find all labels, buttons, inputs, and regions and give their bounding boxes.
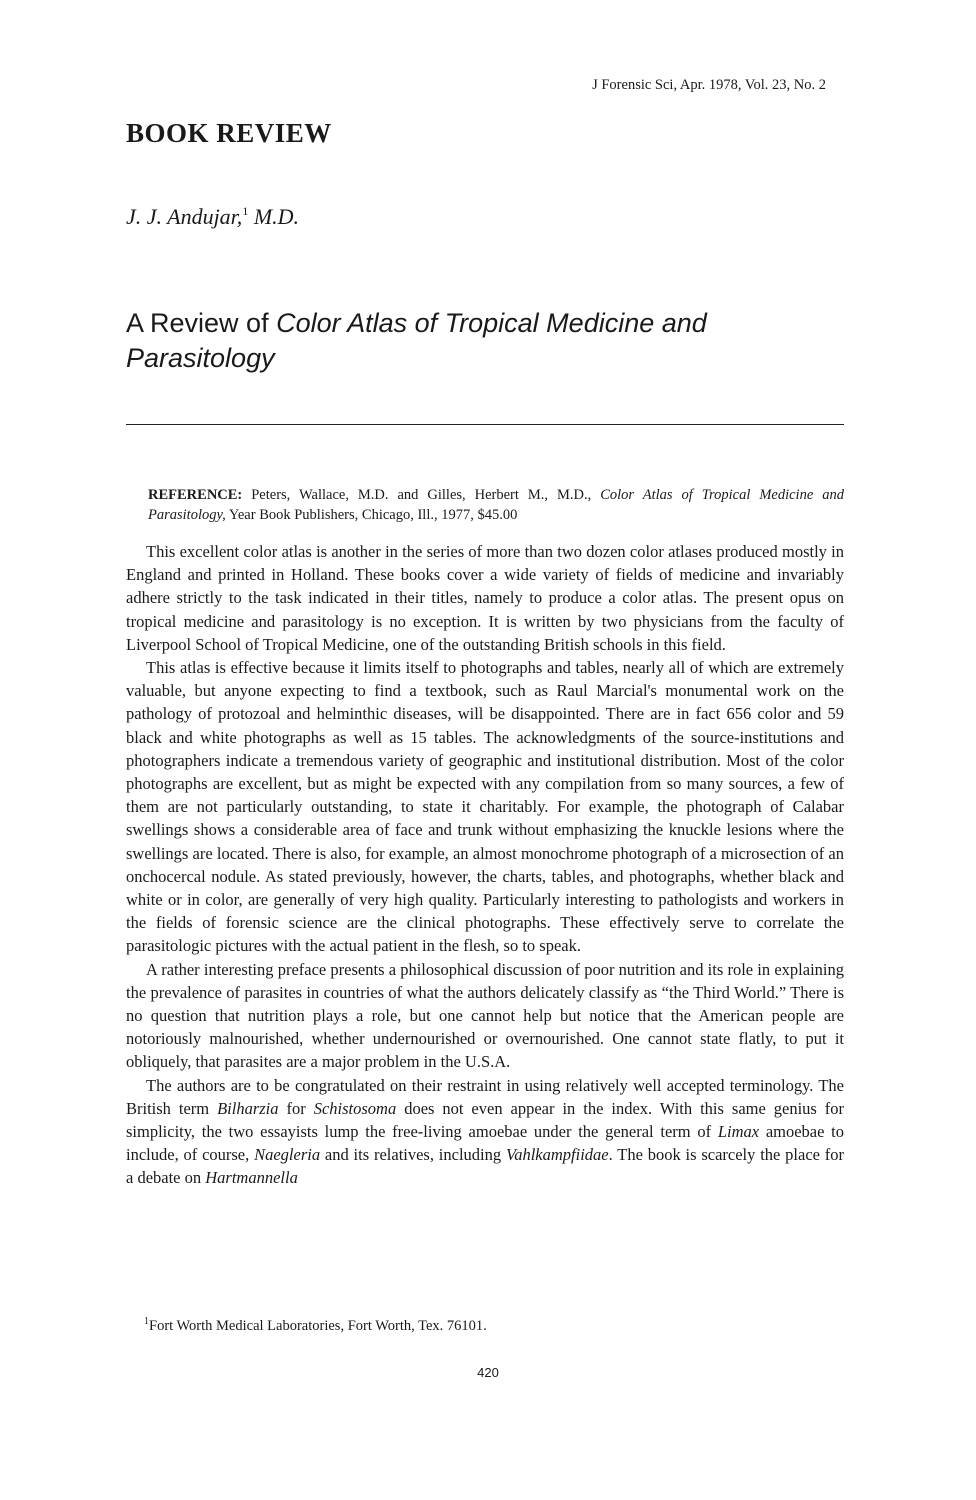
- title-book-line2: Parasitology: [126, 343, 275, 373]
- taxon-term: Naegleria: [254, 1145, 321, 1165]
- paragraph: This atlas is effective because it limits itself to photographs and tables, nearly all of which are extremely valuable, but anyone expecting to find a textbook, such as Raul Marcial's monumental work on the pathology of protozoal and helminthic diseases, will be disappointed. There are in fact 656 color and 59 black and white photographs as well as 15 tables. The acknowledgments of the source-institutions and photographers indicate a tremendous variety of geographic and institutional distribution. Most of the color photographs are excellent, but as might be expected with any compilation from so many sources, a few of them are not particularly outstanding, to state it charitably. For example, the photograph of Calabar swellings shows a considerable area of face and trunk without emphasizing the knuckle lesions where the swellings are located. There is also, for example, an almost monochrome photograph of a microsection of an onchocercal nodule. As stated previously, however, the charts, tables, and photographs, whether black and white or in color, are generally of very high quality. Particularly interesting to pathologists and workers in the fields of forensic science are the clinical photographs. These effectively serve to correlate the parasitologic pictures with the actual patient in the flesh, so to speak.: [126, 658, 844, 956]
- reference-block: [148, 485, 844, 525]
- author-footnote-mark: 1: [242, 204, 249, 218]
- author-degree: M.D.: [253, 204, 300, 229]
- reference-label: REFERENCE:: [148, 487, 243, 503]
- footnote-mark: 1: [144, 1316, 149, 1327]
- paragraph: [126, 1074, 844, 1190]
- text-run: The authors are to be congratulated on their restraint in using relatively well accepted terminology. The British term: [126, 1075, 844, 1118]
- text-run: and its relatives, including: [324, 1145, 502, 1165]
- footnote: [144, 1316, 487, 1335]
- text-run: . The book is scarcely the place for a debate on: [126, 1145, 845, 1188]
- title-rule: [126, 424, 844, 425]
- taxon-term: Bilharzia: [217, 1098, 279, 1118]
- author-name: J. J. Andujar,: [126, 204, 243, 229]
- taxon-term: Schistosoma: [313, 1098, 397, 1118]
- paragraph: This excellent color atlas is another in the series of more than two dozen color atlases produced mostly in England and printed in Holland. These books cover a wide variety of fields of medicine and invariably adhere strictly to the task indicated in their titles, namely to produce a color atlas. The present opus on tropical medicine and parasitology is no exception. It is written by two physicians from the faculty of Liverpool School of Tropical Medicine, one of the outstanding British schools in this field.: [126, 542, 844, 654]
- title-prefix: A Review of: [126, 308, 269, 338]
- section-heading: BOOK REVIEW: [126, 118, 332, 148]
- reference-book-title: Color Atlas of Tropical Medicine and Parasitology,: [148, 487, 844, 523]
- taxon-term: Limax: [717, 1122, 760, 1142]
- text-run: amoebae to include, of course,: [126, 1122, 845, 1165]
- taxon-term: Vahlkampfiidae: [505, 1145, 609, 1165]
- taxon-term: Hartmannella: [205, 1168, 298, 1188]
- title-book-line1: Color Atlas of Tropical Medicine and: [276, 308, 707, 338]
- reference-publisher: Year Book Publishers, Chicago, Ill., 1977, $45.00: [228, 507, 518, 523]
- text-run: does not even appear in the index. With this same genius for simplicity, the two essayists lump the free-living amoebae under the general term of: [126, 1098, 845, 1142]
- body-text: [126, 540, 844, 1190]
- page-number: 420: [477, 1365, 499, 1380]
- footnote-text: Fort Worth Medical Laboratories, Fort Worth, Tex. 76101.: [149, 1318, 487, 1334]
- text-run: for: [286, 1098, 306, 1118]
- journal-citation: J Forensic Sci, Apr. 1978, Vol. 23, No. 2: [592, 77, 826, 93]
- reference-authors: Peters, Wallace, M.D. and Gilles, Herbert M., M.D.,: [251, 487, 592, 503]
- article-title: [126, 306, 866, 376]
- author-line: [126, 204, 299, 230]
- paragraph: A rather interesting preface presents a philosophical discussion of poor nutrition and its role in explaining the prevalence of parasites in countries of what the authors delicately classify as “the Third World.” There is no question that nutrition plays a role, but one cannot help but notice that the American people are notoriously malnourished, whether undernourished or overnourished. One cannot state flatly, to put it obliquely, that parasites are a major problem in the U.S.A.: [126, 959, 844, 1072]
